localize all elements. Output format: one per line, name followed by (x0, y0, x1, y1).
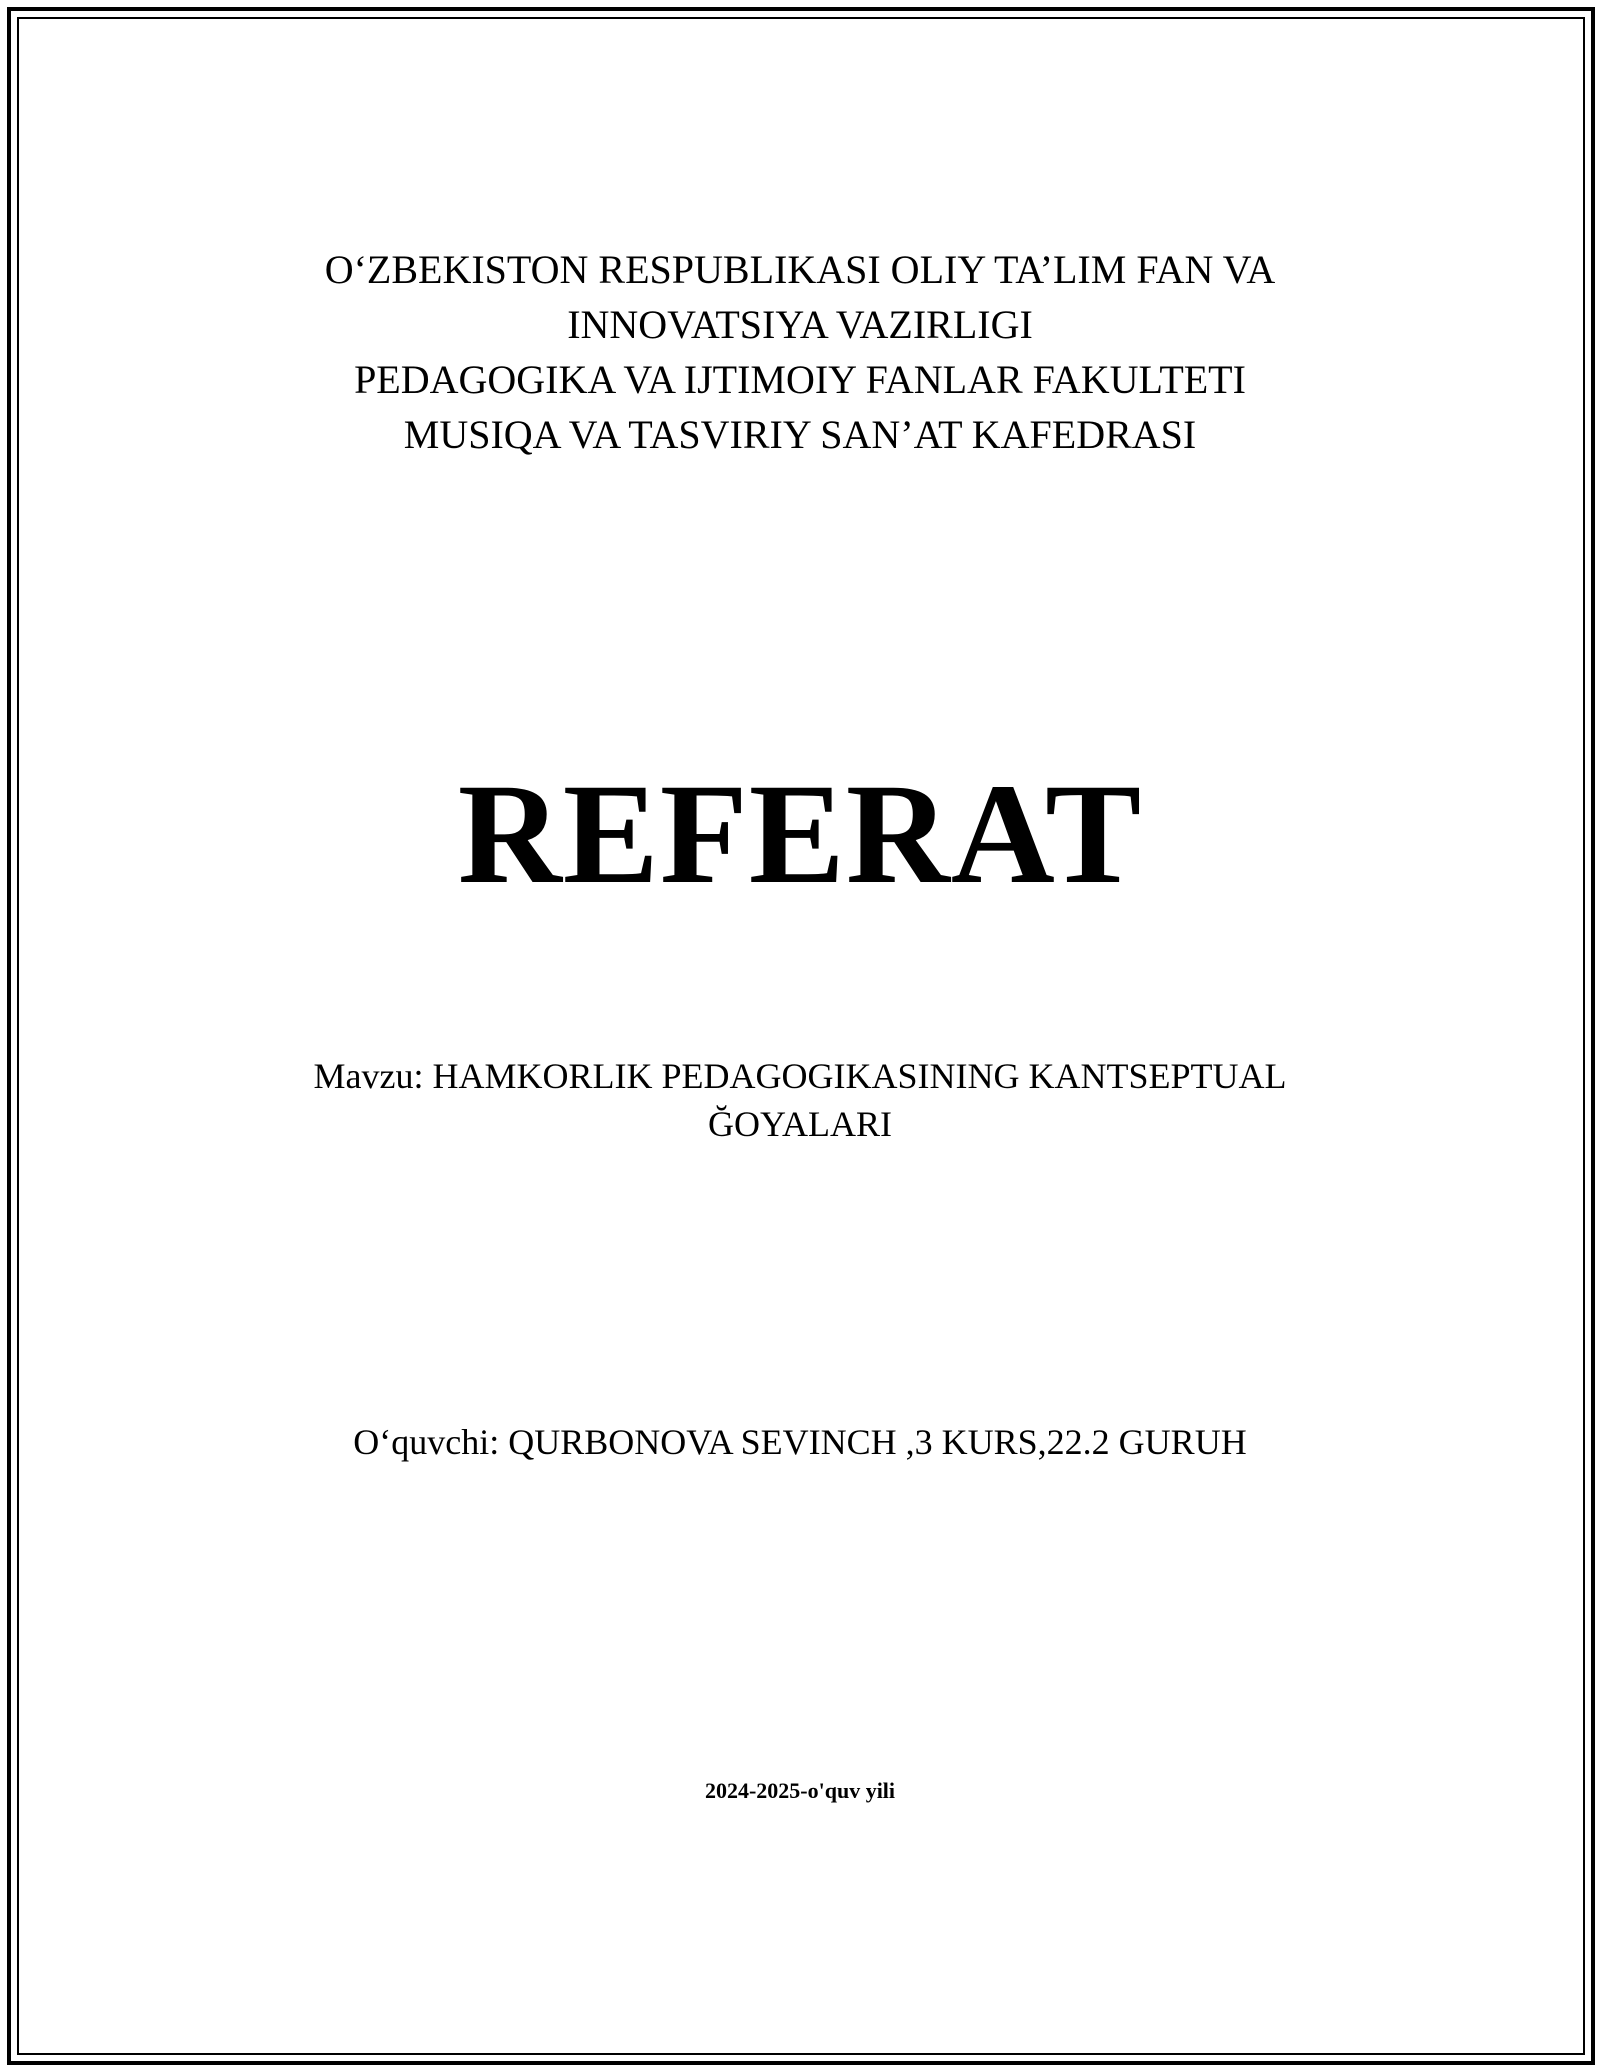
ministry-line-2: INNOVATSIYA VAZIRLIGI (567, 302, 1033, 347)
institution-header (0, 242, 1600, 462)
document-title: REFERAT (457, 755, 1143, 914)
faculty-line: PEDAGOGIKA VA IJTIMOIY FANLAR FAKULTETI (354, 357, 1246, 402)
topic-line-1: Mavzu: HAMKORLIK PEDAGOGIKASINING KANTSEPTUAL (313, 1056, 1287, 1096)
topic-line-2: ĞOYALARI (708, 1104, 892, 1144)
academic-year: 2024-2025-o'quv yili (704, 1778, 896, 1803)
topic-block (0, 1052, 1600, 1148)
department-line: MUSIQA VA TASVIRIY SAN’AT KAFEDRASI (403, 412, 1197, 457)
student-info: O‘quvchi: QURBONOVA SEVINCH ,3 KURS,22.2 GURUH (353, 1422, 1247, 1462)
ministry-line-1: O‘ZBEKISTON RESPUBLIKASI OLIY TA’LIM FAN VA (324, 247, 1276, 292)
